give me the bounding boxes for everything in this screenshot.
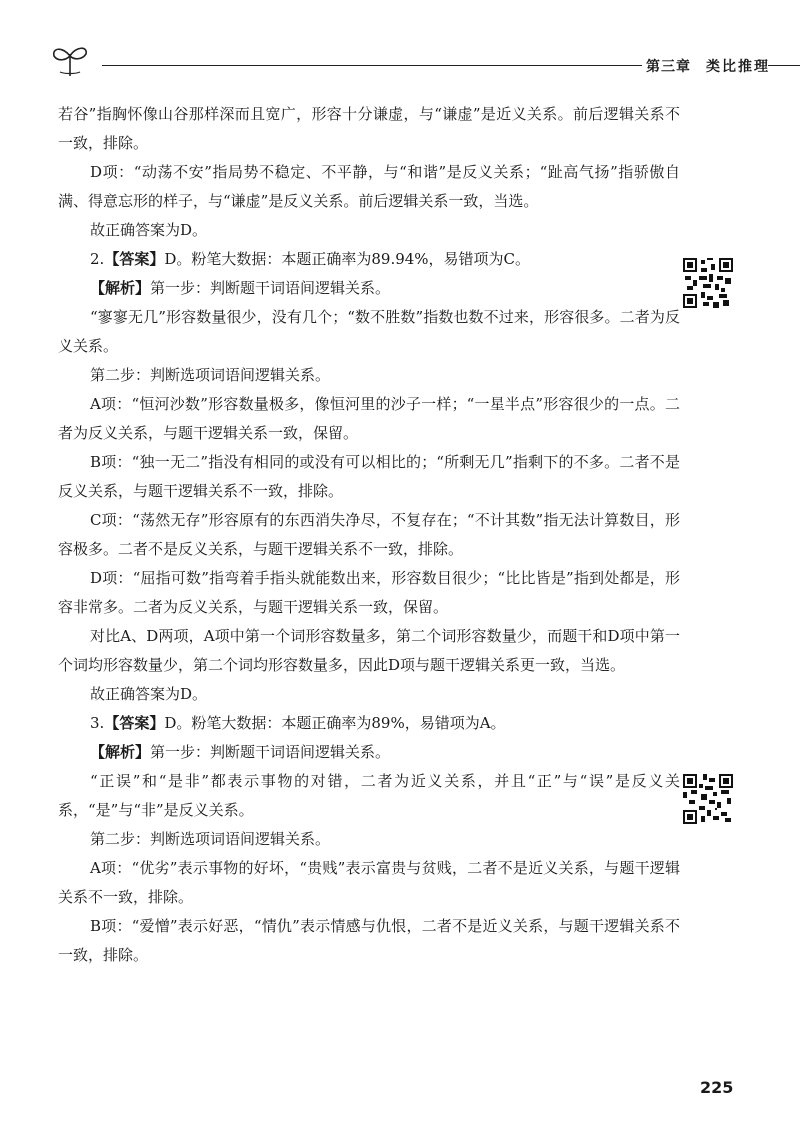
question-3-answer xyxy=(58,709,680,738)
paragraph: 若谷”指胸怀像山谷那样深而且宽广，形容十分谦虚，与“谦虚”是近义关系。前后逻辑关系不一致，排除。 xyxy=(58,105,680,152)
analysis-label: 【解析】 xyxy=(90,279,151,297)
analysis-label: 【解析】 xyxy=(90,743,151,761)
paragraph: “寥寥无几”形容数量很少，没有几个；“数不胜数”指数也数不过来，形容很多。二者为反义关系。 xyxy=(58,308,680,355)
question-3-analysis xyxy=(58,738,680,767)
header-rule-left xyxy=(102,65,642,66)
paragraph: 故正确答案为D。 xyxy=(90,685,208,703)
answer-text: D。粉笔大数据：本题正确率为89.94%，易错项为C。 xyxy=(164,250,531,268)
analysis-text: 第一步：判断题干词语间逻辑关系。 xyxy=(150,279,391,297)
paragraph: B项：“爱憎”表示好恶，“情仇”表示情感与仇恨，二者不是近义关系，与题干逻辑关系不一致，排除。 xyxy=(58,917,680,964)
paragraph: 故正确答案为D。 xyxy=(90,221,208,239)
chapter-title: 类比推理 xyxy=(706,59,770,75)
paragraph: 第二步：判断选项词语间逻辑关系。 xyxy=(90,830,331,848)
question-2-answer xyxy=(58,245,680,274)
question-2-analysis xyxy=(58,274,680,303)
sprout-icon xyxy=(50,42,90,78)
answer-text: D。粉笔大数据：本题正确率为89%，易错项为A。 xyxy=(164,714,506,732)
page-header xyxy=(42,40,782,80)
page-number: 225 xyxy=(700,1078,734,1097)
page-body xyxy=(58,100,680,970)
paragraph: A项：“恒河沙数”形容数量极多，像恒河里的沙子一样；“一星半点”形容很少的一点。二者为反义关系，与题干逻辑关系一致，保留。 xyxy=(58,395,680,442)
paragraph: A项：“优劣”表示事物的好坏，“贵贱”表示富贵与贫贱，二者不是近义关系，与题干逻辑关系不一致，排除。 xyxy=(58,859,680,906)
paragraph: D项：“动荡不安”指局势不稳定、不平静，与“和谐”是反义关系；“趾高气扬”指骄傲自满、得意忘形的样子，与“谦虚”是反义关系。前后逻辑关系一致，当选。 xyxy=(58,163,680,210)
answer-label: 【答案】 xyxy=(104,250,165,268)
analysis-text: 第一步：判断题干词语间逻辑关系。 xyxy=(150,743,391,761)
paragraph: C项：“荡然无存”形容原有的东西消失净尽，不复存在；“不计其数”指无法计算数目，形容极多。二者不是反义关系，与题干逻辑关系不一致，排除。 xyxy=(58,511,680,558)
header-rule-right xyxy=(768,65,800,66)
chapter-number: 第三章 xyxy=(646,59,691,75)
answer-label: 【答案】 xyxy=(104,714,165,732)
question-number: 2. xyxy=(90,250,105,268)
paragraph: 第二步：判断选项词语间逻辑关系。 xyxy=(90,366,331,384)
paragraph: “正误”和“是非”都表示事物的对错，二者为近义关系，并且“正”与“误”是反义关系，“是”与“非”是反义关系。 xyxy=(58,772,680,819)
paragraph: D项：“屈指可数”指弯着手指头就能数出来，形容数目很少；“比比皆是”指到处都是，形容非常多。二者为反义关系，与题干逻辑关系一致，保留。 xyxy=(58,569,680,616)
question-number: 3. xyxy=(90,714,105,732)
qr-code-icon[interactable] xyxy=(683,258,733,308)
qr-code-icon[interactable] xyxy=(683,774,733,824)
paragraph: 对比A、D两项，A项中第一个词形容数量多，第二个词形容数量少，而题干和D项中第一个词均形容数量少，第二个词均形容数量多，因此D项与题干逻辑关系更一致，当选。 xyxy=(58,627,680,674)
paragraph: B项：“独一无二”指没有相同的或没有可以相比的；“所剩无几”指剩下的不多。二者不是反义关系，与题干逻辑关系不一致，排除。 xyxy=(58,453,680,500)
